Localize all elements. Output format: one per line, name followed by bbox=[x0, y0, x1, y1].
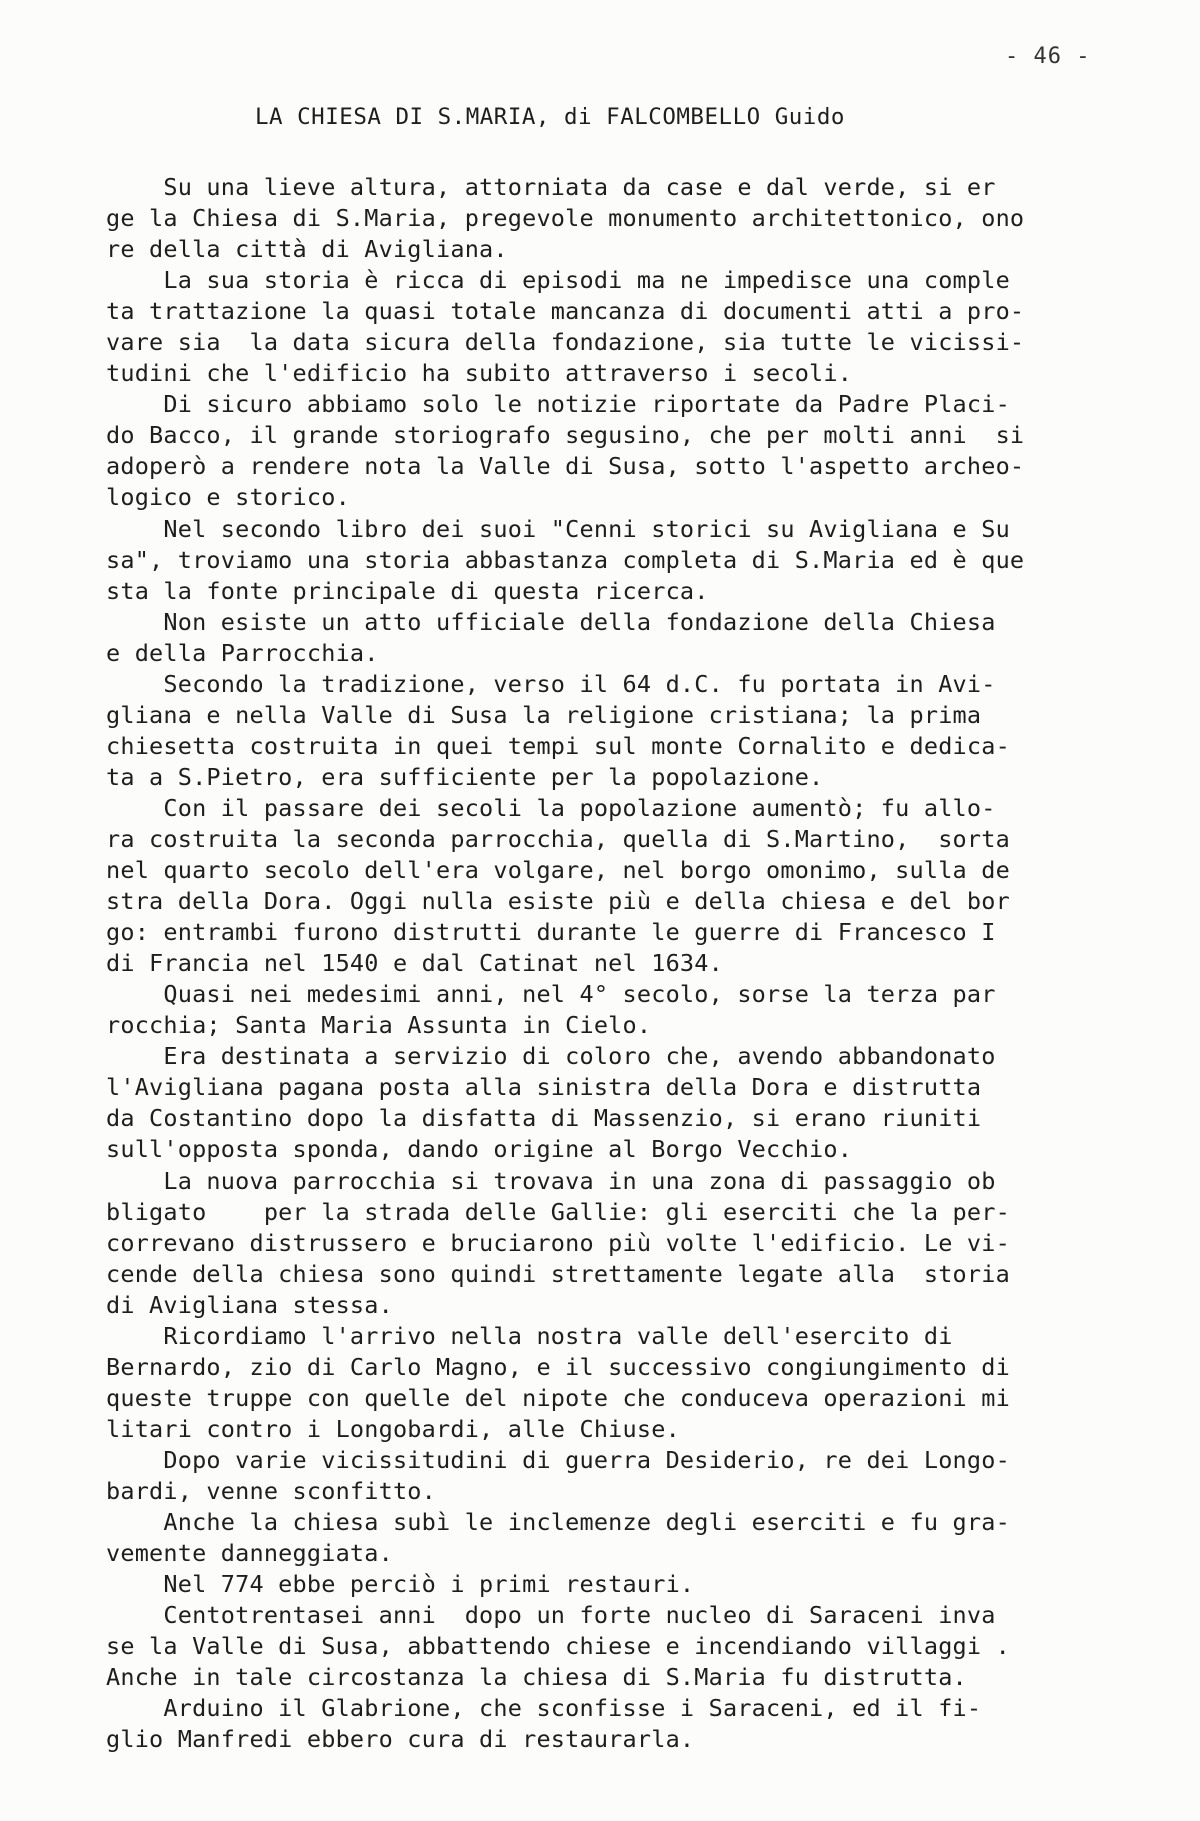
text-line: Su una lieve altura, attorniata da case e dal verde, si er bbox=[106, 173, 996, 201]
text-line: ge la Chiesa di S.Maria, pregevole monumento architettonico, ono bbox=[106, 204, 1025, 233]
text-line: do Bacco, il grande storiografo segusino, che per molti anni si bbox=[106, 421, 1025, 450]
text-line: chiesetta costruita in quei tempi sul monte Cornalito e dedica- bbox=[106, 731, 1010, 760]
text-line: ta trattazione la quasi totale mancanza di documenti atti a pro- bbox=[106, 297, 1025, 326]
text-line: adoperò a rendere nota la Valle di Susa, sotto l'aspetto archeo- bbox=[106, 452, 1025, 481]
text-line: nel quarto secolo dell'era volgare, nel borgo omonimo, sulla de bbox=[106, 856, 1010, 885]
text-line: queste truppe con quelle del nipote che conduceva operazioni mi bbox=[106, 1383, 1010, 1412]
text-line: logico e storico. bbox=[106, 483, 350, 512]
text-line: di Avigliana stessa. bbox=[106, 1290, 393, 1319]
text-line: Quasi nei medesimi anni, nel 4° secolo, sorse la terza par bbox=[106, 980, 996, 1009]
text-line: go: entrambi furono distrutti durante le guerre di Francesco I bbox=[106, 918, 996, 947]
text-line: Nel secondo libro dei suoi "Cenni storici su Avigliana e Su bbox=[106, 514, 1010, 543]
text-line: l'Avigliana pagana posta alla sinistra della Dora e distrutta bbox=[106, 1073, 982, 1102]
text-line: sull'opposta sponda, dando origine al Borgo Vecchio. bbox=[106, 1135, 853, 1164]
text-line: Arduino il Glabrione, che sconfisse i Saraceni, ed il fi- bbox=[106, 1694, 982, 1723]
text-line: se la Valle di Susa, abbattendo chiese e incendiando villaggi . bbox=[106, 1632, 1010, 1661]
text-line: sa", troviamo una storia abbastanza completa di S.Maria ed è que bbox=[106, 545, 1025, 574]
text-line: re della città di Avigliana. bbox=[106, 235, 508, 264]
page-number: - 46 - bbox=[1005, 44, 1091, 69]
text-line: La sua storia è ricca di episodi ma ne impedisce una comple bbox=[106, 266, 1010, 295]
text-line: di Francia nel 1540 e dal Catinat nel 1634. bbox=[106, 949, 723, 978]
text-line: da Costantino dopo la disfatta di Massenzio, si erano riuniti bbox=[106, 1104, 982, 1133]
text-line: Di sicuro abbiamo solo le notizie riportate da Padre Placi- bbox=[106, 390, 1010, 419]
text-line: Secondo la tradizione, verso il 64 d.C. fu portata in Avi- bbox=[106, 669, 996, 698]
text-line: Ricordiamo l'arrivo nella nostra valle dell'esercito di bbox=[106, 1321, 953, 1350]
text-line: rocchia; Santa Maria Assunta in Cielo. bbox=[106, 1011, 652, 1040]
text-line: Centotrentasei anni dopo un forte nucleo di Saraceni inva bbox=[106, 1601, 996, 1630]
text-line: litari contro i Longobardi, alle Chiuse. bbox=[106, 1414, 680, 1443]
text-line: gliana e nella Valle di Susa la religione cristiana; la prima bbox=[106, 700, 982, 729]
document-title: LA CHIESA DI S.MARIA, di FALCOMBELLO Guido bbox=[255, 104, 845, 130]
text-line: Non esiste un atto ufficiale della fondazione della Chiesa bbox=[106, 607, 996, 636]
document-body bbox=[106, 172, 1106, 1755]
text-line: e della Parrocchia. bbox=[106, 638, 379, 667]
text-line: cende della chiesa sono quindi strettamente legate alla storia bbox=[106, 1259, 1010, 1288]
text-line: La nuova parrocchia si trovava in una zona di passaggio ob bbox=[106, 1166, 996, 1195]
text-line: ra costruita la seconda parrocchia, quella di S.Martino, sorta bbox=[106, 824, 1010, 853]
text-line: Con il passare dei secoli la popolazione aumentò; fu allo- bbox=[106, 793, 996, 822]
text-line: ta a S.Pietro, era sufficiente per la popolazione. bbox=[106, 762, 824, 791]
text-line: sta la fonte principale di questa ricerca. bbox=[106, 576, 709, 605]
text-line: Dopo varie vicissitudini di guerra Desiderio, re dei Longo- bbox=[106, 1445, 1010, 1474]
text-line: glio Manfredi ebbero cura di restaurarla. bbox=[106, 1725, 695, 1754]
text-line: bligato per la strada delle Gallie: gli eserciti che la per- bbox=[106, 1197, 1010, 1226]
text-line: Nel 774 ebbe perciò i primi restauri. bbox=[106, 1570, 695, 1599]
text-line: vare sia la data sicura della fondazione, sia tutte le vicissi- bbox=[106, 328, 1025, 357]
text-line: vemente danneggiata. bbox=[106, 1539, 393, 1568]
text-line: correvano distrussero e bruciarono più volte l'edificio. Le vi- bbox=[106, 1228, 1010, 1257]
text-line: bardi, venne sconfitto. bbox=[106, 1476, 437, 1505]
text-line: Bernardo, zio di Carlo Magno, e il successivo congiungimento di bbox=[106, 1352, 1010, 1381]
text-line: Anche in tale circostanza la chiesa di S.Maria fu distrutta. bbox=[106, 1663, 967, 1692]
text-line: stra della Dora. Oggi nulla esiste più e della chiesa e del bor bbox=[106, 887, 1010, 916]
text-line: tudini che l'edificio ha subito attraverso i secoli. bbox=[106, 359, 853, 388]
text-line: Era destinata a servizio di coloro che, avendo abbandonato bbox=[106, 1042, 996, 1071]
text-line: Anche la chiesa subì le inclemenze degli eserciti e fu gra- bbox=[106, 1508, 1010, 1537]
